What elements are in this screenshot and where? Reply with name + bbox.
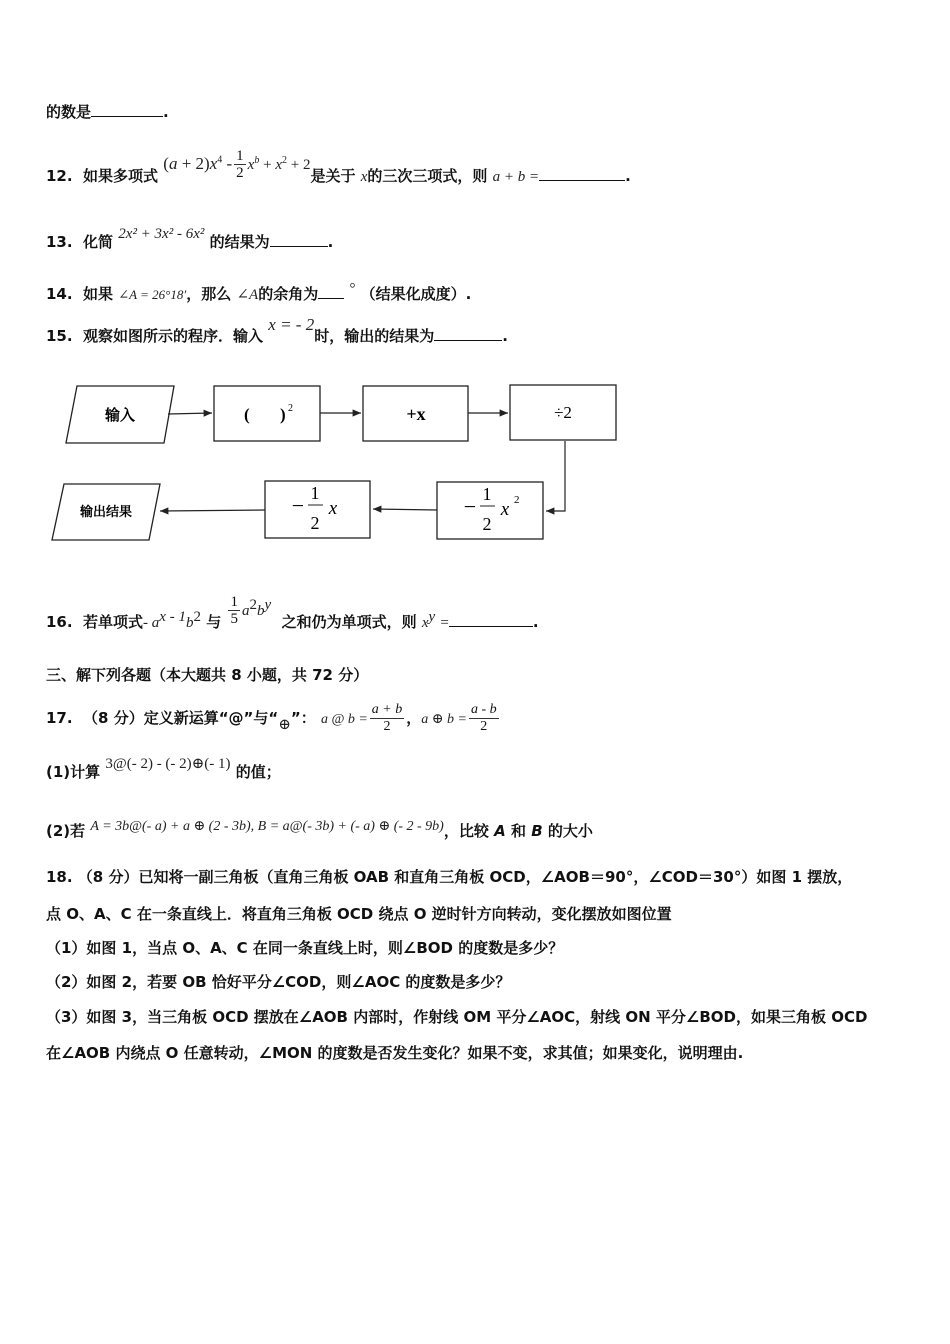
arrow [168, 413, 212, 414]
question-18-part-1: （1）如图 1，当点 O、A、C 在同一条直线上时，则∠BOD 的度数是多少？ [46, 939, 564, 957]
svg-text:(: ( [244, 405, 250, 424]
arrow [546, 441, 565, 511]
question-17-part-1: (1)计算 3@(- 2) - (- 2)⊕(- 1) 的值； [46, 756, 281, 781]
svg-text:1: 1 [310, 483, 320, 503]
answer-blank[interactable] [318, 298, 344, 299]
svg-text:1: 1 [482, 484, 492, 504]
prev-question-tail: 的数是 . [46, 103, 169, 121]
question-18-line-2: 点 O、A、C 在一条直线上．将直角三角板 OCD 绕点 O 逆时针方向转动，变化摆放如图位置 [46, 905, 672, 923]
simplify-expr: 2x² + 3x² - 6x² [118, 226, 205, 242]
square-node [214, 386, 320, 441]
svg-text:2: 2 [482, 514, 492, 534]
svg-text:): ) [280, 405, 286, 424]
question-17-part-2: (2)若 A = 3b@(- a) + a ⊕ (2 - 3b), B = a@(- 3b) + (- a) ⊕ (- 2 - 9b)，比较 A 和 B 的大小 [46, 819, 593, 840]
input-label: 输入 [104, 408, 136, 424]
fraction-half: $\frac{1}{2}$ [236, 148, 244, 181]
question-17: 17. （8 分）定义新运算“@”与“⊕”： a @ b = $\frac{a + b}{2}$ ，a ⊕ b = $\frac{a - b}{2}$ [46, 702, 497, 734]
def2-fraction: $\frac{a - b}{2}$ [470, 702, 497, 734]
answer-blank[interactable] [449, 626, 533, 627]
question-18-part-2: （2）如图 2，若要 OB 恰好平分∠COD，则∠AOC 的度数是多少？ [46, 973, 511, 991]
svg-text:−: − [291, 493, 305, 518]
answer-blank[interactable] [539, 180, 625, 181]
output-label: 输出结果 [79, 504, 133, 519]
svg-text:x: x [500, 499, 510, 520]
polynomial-expr: $(a + 2)x^4$ - [163, 154, 233, 173]
section-3-title: 三、解下列各题（本大题共 8 小题，共 72 分） [46, 666, 369, 684]
question-18-part-3-cont: 在∠AOB 内绕点 O 任意转动，∠MON 的度数是否发生变化？如果不变，求其值；如果变化，说明理由. [46, 1044, 744, 1062]
def1-fraction: $\frac{a + b}{2}$ [371, 702, 403, 734]
question-15: 15. 观察如图所示的程序．输入 x = - 2时，输出的结果为 . [46, 315, 508, 345]
question-16: 16. 若单项式- $a^{x - 1}b^2$ 与 $\frac{1}{5}$ $a^2b^y$ 之和仍为单项式，则 $x^y$ = . [46, 594, 539, 631]
svg-text:x: x [328, 498, 338, 519]
question-13: 13. 化简 2x² + 3x² - 6x² 的结果为 . [46, 226, 334, 251]
arrow [373, 509, 437, 510]
question-14: 14. 如果 ∠A = 26°18′，那么 ∠A的余角为 ° （结果化成度）. [46, 281, 472, 303]
svg-text:−: − [463, 494, 477, 519]
answer-blank[interactable] [91, 116, 163, 117]
svg-text:+x: +x [406, 404, 426, 424]
svg-text:2: 2 [288, 403, 293, 414]
question-18-line-1: 18. （8 分）已知将一副三角板（直角三角板 OAB 和直角三角板 OCD，∠AOB＝90°，∠COD＝30°）如图 1 摆放， [46, 868, 853, 886]
program-flowchart [0, 370, 950, 555]
svg-text:÷2: ÷2 [554, 403, 572, 422]
answer-blank[interactable] [434, 340, 502, 341]
svg-text:2: 2 [514, 494, 520, 506]
fraction-one-fifth: $\frac{1}{5}$ [230, 594, 238, 627]
question-18-part-3: （3）如图 3，当三角板 OCD 摆放在∠AOB 内部时，作射线 OM 平分∠AOC，射线 ON 平分∠BOD，如果三角板 OCD [46, 1008, 868, 1026]
arrow [160, 510, 265, 511]
question-12: 12. 如果多项式 $(a + 2)x^4$ - $\frac{1}{2}$ $x^b + x^2 + 2$是关于 x的三次三项式，则 a + b = . [46, 148, 631, 185]
answer-blank[interactable] [270, 246, 328, 247]
svg-text:2: 2 [310, 513, 320, 533]
